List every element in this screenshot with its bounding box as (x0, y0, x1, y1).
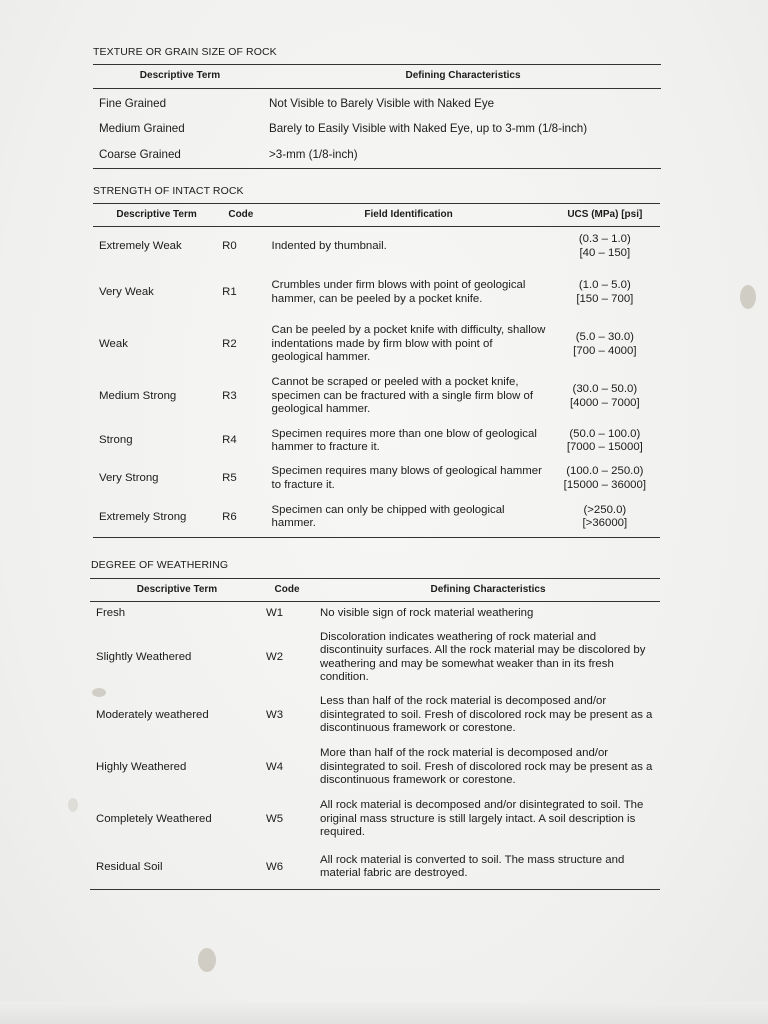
strength-ucs (550, 267, 660, 319)
strength-field: Cannot be scraped or peeled with a pocket knife, specimen can be fractured with a single firm blow of geological hammer. (271, 376, 534, 416)
table-row (93, 460, 660, 498)
texture-characteristics: Not Visible to Barely Visible with Naked Eye (269, 96, 495, 110)
strength-term: Very Strong (99, 471, 159, 484)
strength-code: R1 (222, 285, 237, 298)
paper-stain (740, 285, 756, 309)
strength-code: R4 (222, 434, 237, 447)
ucs-psi: [700 – 4000] (573, 344, 637, 357)
weathering-characteristics: More than half of the rock material is decomposed and/or disintegrated to soil. Fresh of discolored rock may be present as a discontinuous framework or corestone. (320, 747, 653, 787)
strength-header-code: Code (218, 204, 263, 227)
strength-code: R3 (222, 389, 237, 402)
texture-term: Medium Grained (99, 121, 185, 135)
texture-header-term: Descriptive Term (93, 65, 265, 89)
strength-ucs (550, 227, 660, 267)
texture-characteristics: >3-mm (1/8-inch) (265, 141, 661, 169)
strength-term: Extremely Weak (99, 240, 182, 252)
texture-header-characteristics: Defining Characteristics (265, 65, 661, 89)
table-row (90, 602, 660, 626)
ucs-psi: [150 – 700] (576, 292, 634, 305)
strength-ucs (550, 371, 660, 423)
table-row (93, 498, 660, 538)
strength-term: Weak (99, 337, 128, 350)
weathering-table (90, 578, 660, 890)
table-row (93, 89, 661, 117)
table-row (90, 626, 660, 690)
strength-code: R0 (222, 240, 237, 252)
strength-field: Crumbles under firm blows with point of geological hammer, can be peeled by a pocket knife. (271, 279, 526, 305)
ucs-psi: [7000 – 15000] (566, 441, 643, 453)
strength-term: Medium Strong (99, 389, 177, 402)
weathering-section-title: DEGREE OF WEATHERING (91, 559, 229, 571)
texture-term: Coarse Grained (93, 141, 265, 169)
weathering-code: W6 (262, 846, 312, 890)
strength-term: Extremely Strong (93, 498, 218, 538)
weathering-term: Moderately weathered (96, 708, 209, 721)
table-row (90, 794, 660, 846)
strength-ucs (550, 319, 660, 371)
weathering-code: W4 (266, 760, 284, 773)
table-row (90, 846, 660, 890)
weathering-characteristics: All rock material is converted to soil. The mass structure and material fabric are destroyed. (312, 846, 660, 890)
weathering-characteristics: Discoloration indicates weathering of rock material and discontinuity surfaces. All the rock material may be discolored by weathering and may be somewhat weaker than in its fresh condition. (320, 630, 646, 683)
strength-section-title: STRENGTH OF INTACT ROCK (93, 185, 244, 197)
ucs-mpa: (0.3 – 1.0) (578, 233, 631, 246)
weathering-code: W3 (266, 708, 284, 721)
paper-stain (198, 948, 216, 972)
strength-term: Strong (99, 434, 133, 447)
table-row (90, 742, 660, 794)
ucs-mpa: (>250.0) (583, 503, 627, 516)
weathering-code: W5 (266, 812, 284, 825)
texture-characteristics: Barely to Easily Visible with Naked Eye, up to 3-mm (1/8-inch) (269, 121, 588, 135)
strength-field: Specimen requires more than one blow of geological hammer to fracture it. (271, 427, 537, 453)
ucs-mpa: (50.0 – 100.0) (569, 427, 641, 440)
weathering-header-code: Code (262, 579, 312, 602)
weathering-term: Highly Weathered (96, 760, 187, 773)
weathering-code: W2 (266, 650, 284, 663)
table-row (93, 116, 661, 141)
strength-table (93, 203, 660, 538)
strength-ucs (550, 460, 660, 498)
strength-field: Specimen can only be chipped with geological hammer. (264, 498, 550, 538)
strength-field: Can be peeled by a pocket knife with difficulty, shallow indentations made by firm blow with point of geological hammer. (271, 324, 546, 364)
weathering-header-characteristics: Defining Characteristics (312, 579, 660, 602)
table-row (93, 423, 660, 460)
ucs-mpa: (100.0 – 250.0) (566, 465, 644, 477)
weathering-term: Completely Weathered (96, 812, 212, 825)
ucs-psi: [4000 – 7000] (569, 396, 640, 409)
weathering-characteristics: All rock material is decomposed and/or disintegrated to soil. The original mass structure is still largely intact. A soil description is required. (320, 799, 644, 839)
strength-code: R6 (218, 498, 263, 538)
strength-term: Very Weak (99, 285, 154, 298)
table-row (93, 319, 660, 371)
texture-section-title: TEXTURE OR GRAIN SIZE OF ROCK (93, 46, 277, 58)
strength-header-ucs: UCS (MPa) [psi] (550, 204, 660, 227)
ucs-psi: [40 – 150] (579, 246, 631, 259)
table-row (93, 141, 661, 169)
ucs-mpa: (30.0 – 50.0) (572, 383, 638, 395)
table-row (93, 227, 660, 267)
weathering-term: Fresh (96, 607, 126, 619)
table-row (93, 267, 660, 319)
strength-header-term: Descriptive Term (93, 204, 218, 227)
ucs-psi: [15000 – 36000] (563, 478, 646, 491)
strength-field: Indented by thumbnail. (271, 240, 387, 252)
strength-field: Specimen requires many blows of geological hammer to fracture it. (271, 465, 542, 491)
strength-ucs (550, 498, 660, 538)
strength-code: R2 (222, 337, 237, 350)
ucs-mpa: (1.0 – 5.0) (578, 279, 631, 291)
strength-ucs (550, 423, 660, 460)
table-row (90, 690, 660, 742)
weathering-header-term: Descriptive Term (90, 579, 262, 602)
weathering-code: W1 (266, 607, 284, 619)
weathering-characteristics: Less than half of the rock material is decomposed and/or disintegrated to soil. Fresh of discolored rock may be present as a discontinuous framework or corestone. (320, 695, 653, 735)
table-row (93, 371, 660, 423)
weathering-term: Residual Soil (90, 846, 262, 890)
strength-header-field: Field Identification (264, 204, 550, 227)
weathering-characteristics: No visible sign of rock material weathering (320, 607, 534, 619)
texture-term: Fine Grained (99, 96, 167, 110)
strength-code: R5 (222, 471, 237, 484)
ucs-mpa: (5.0 – 30.0) (575, 331, 634, 343)
texture-table (93, 64, 661, 169)
scan-edge (0, 1002, 768, 1024)
weathering-term: Slightly Weathered (96, 650, 192, 663)
paper-stain (68, 798, 78, 812)
ucs-psi: [>36000] (582, 517, 628, 530)
